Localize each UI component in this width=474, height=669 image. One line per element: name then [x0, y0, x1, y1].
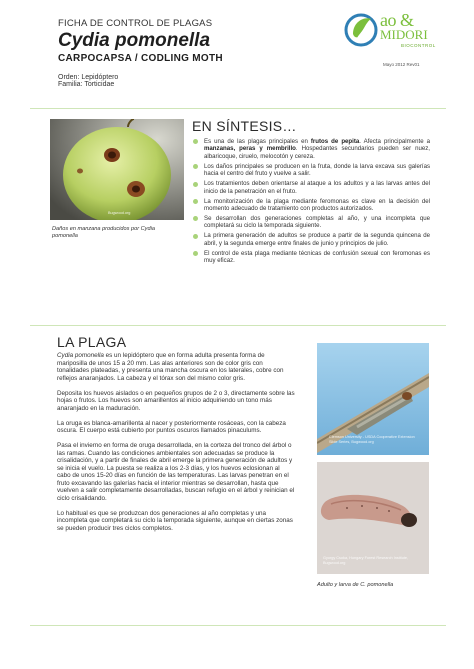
bullet-icon	[193, 251, 198, 256]
company-logo	[344, 10, 436, 52]
summary-bullet: Se desarrollan dos generaciones completas al año, y una incompleta que completará su ciclo la temporada siguiente.	[192, 215, 430, 230]
apple-image	[50, 119, 184, 220]
pest-paragraph: Deposita los huevos aislados o en pequeños grupos de 2 o 3, directamente sobre las hojas o frutos. Los huevos son amarillentos al inicio adquiriendo un tono más anaranjado en la maduración.	[57, 389, 295, 412]
summary-bullet: El control de esta plaga mediante técnicas de confusión sexual con feromonas es muy eficaz.	[192, 250, 430, 265]
photo-credit: Bugwood.org	[108, 211, 131, 215]
revision-date: Mayo 2012 Rev01	[383, 62, 420, 67]
pest-paragraph: Pasa el invierno en forma de oruga desarrollada, en la corteza del tronco del árbol o las ramas. Cuando las condiciones ambientales son adecuadas se produce la crisalidación, y a partir de finales de abril emerge la primera generación de adultos y se inicia el vuelo. La puesta se realiza a los 2-3 días, y los huevos eclosionan al cabo de unos 15-20 días en función de las temperaturas. Las larvas penetran en el fruto excavando las galerías hacia el interior mientras se desarrollan, hasta que vuelven a salir completamente desarrolladas, buscan refugio en el árbol y reinician el ciclo crisalidando.	[57, 441, 295, 503]
summary-bullet: La monitorización de la plaga mediante feromonas es clave en la decisión del momento adecuado de tratamiento con productos autorizados.	[192, 198, 430, 213]
bullet-icon	[193, 182, 198, 187]
summary-bullet: Los tratamientos deben orientarse al ataque a los adultos y a las larvas antes del inicio de la penetración en el fruto.	[192, 180, 430, 195]
photo-credit: Clemson University - USDA Cooperative Extension Slide Series, Bugwood.org	[329, 435, 415, 444]
logo-line-2: MIDORI	[380, 27, 428, 42]
summary-bullet: Es una de las plagas principales en frutos de pepita. Afecta principalmente a manzanas, peras y membrillo. Hospedantes secundarios pueden ser nuez, albaricoque, ciruelo, melocotón y cereza.	[192, 138, 430, 160]
pest-paragraph: Cydia pomonella es un lepidóptero que en forma adulta presenta forma de mariposilla de unos 15 a 20 mm. Las alas anteriores son de color gris con tonalidades plateadas, y presenta una mancha oscura en los laterales, cobre con reflejos anaranjados. La cabeza y el tórax son del mismo color gris.	[57, 352, 284, 382]
divider	[30, 625, 446, 626]
logo-subtitle: BIOCONTROL	[401, 43, 436, 48]
summary-title: EN SÍNTESIS…	[192, 118, 297, 134]
divider	[30, 325, 446, 326]
bullet-icon	[193, 139, 198, 144]
apple-damage-photo	[50, 119, 184, 220]
taxonomy-order: Orden: Lepidóptero	[58, 74, 119, 81]
pest-paragraph: Lo habitual es que se produzcan dos generaciones al año completas y una incompleta que completará su ciclo la temporada siguiente, aunque en ciertas zonas se pueden producir tres ciclos completos.	[57, 509, 293, 533]
common-names: CARPOCAPSA / CODLING MOTH	[58, 53, 223, 64]
species-title: Cydia pomonella	[58, 30, 211, 51]
bullet-icon	[193, 234, 198, 239]
leaf-swirl-icon	[344, 10, 380, 50]
bullet-icon	[193, 216, 198, 221]
summary-bullet: Los daños principales se producen en la fruta, donde la larva excava sus galerías hacia el centro del fruto y vuelve a salir.	[192, 163, 430, 178]
summary-bullet-list	[192, 138, 430, 267]
moth-photo-caption: Adulto y larva de C. pomonella	[317, 582, 394, 588]
logo-line-1: ao &	[380, 10, 414, 30]
larva-photo	[317, 462, 429, 574]
summary-bullet: La primera generación de adultos se produce a partir de la segunda quincena de abril, y la segunda emerge entre finales de junio y principios de julio.	[192, 232, 430, 247]
sheet-label: FICHA DE CONTROL DE PLAGAS	[58, 18, 213, 29]
pest-section-title: LA PLAGA	[57, 334, 127, 350]
pest-paragraph: La oruga es blanca-amarillenta al nacer y posteriormente rosáceas, con la cabeza oscura. El cuerpo está cubierto por puntos oscuros llamados pinaculums.	[57, 419, 286, 435]
divider	[30, 108, 446, 109]
bullet-icon	[193, 164, 198, 169]
photo-credit: Gyorgy Csoka, Hungary Forest Research Institute, Bugwood.org	[323, 556, 409, 565]
pest-description	[57, 352, 295, 540]
taxonomy-family: Familia: Torticidae	[58, 81, 115, 88]
adult-moth-photo	[317, 343, 429, 455]
apple-photo-caption: Daños en manzana producidos por Cydia pomonella	[52, 226, 155, 239]
bullet-icon	[193, 199, 198, 204]
